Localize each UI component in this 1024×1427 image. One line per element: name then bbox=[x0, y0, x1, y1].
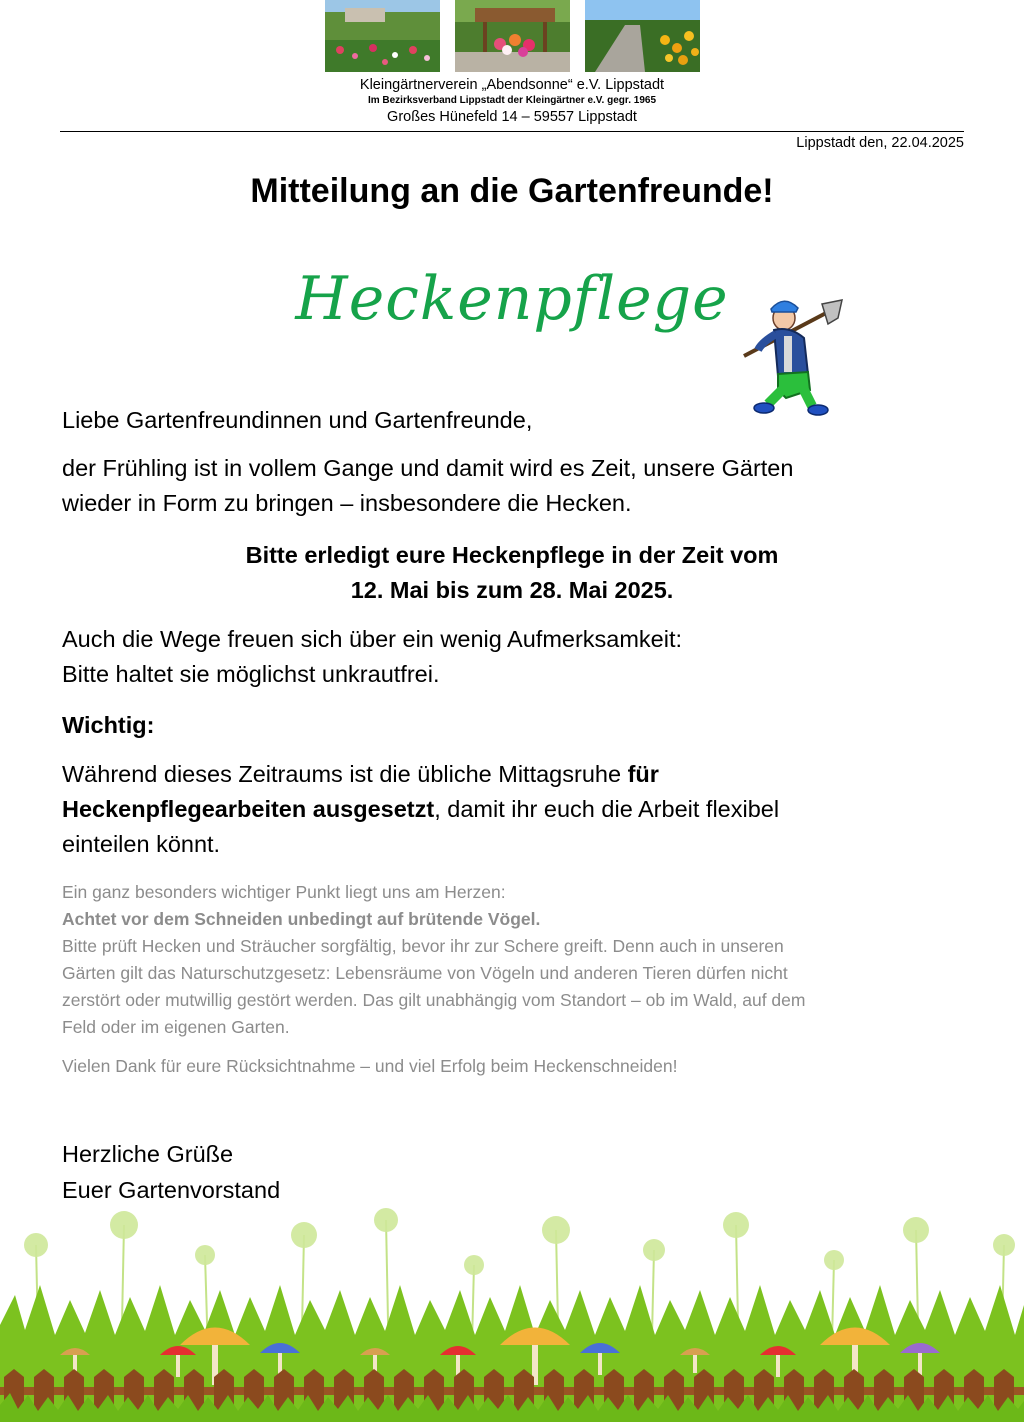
garden-photo-flowers bbox=[325, 0, 440, 72]
rest-bold: für bbox=[627, 761, 659, 787]
garden-border-illustration bbox=[0, 1205, 1024, 1422]
important-label: Wichtig: bbox=[62, 712, 155, 738]
intro-paragraph bbox=[62, 451, 942, 521]
notice-line: Gärten gilt das Naturschutzgesetz: Lebensräume von Vögeln und anderen Tieren dürfen nicht bbox=[62, 963, 788, 983]
paths-paragraph bbox=[62, 622, 942, 692]
notice-line: Bitte prüft Hecken und Sträucher sorgfältig, bevor ihr zur Schere greift. Denn auch in unseren bbox=[62, 936, 784, 956]
notice-line: zerstört oder mutwillig gestört werden. Das gilt unabhängig vom Standort – ob im Wald, auf dem bbox=[62, 990, 806, 1010]
deadline-line: Bitte erledigt eure Heckenpflege in der Zeit vom bbox=[245, 542, 779, 568]
header-divider bbox=[60, 131, 964, 132]
page-title: Heckenpflege bbox=[295, 264, 729, 334]
org-address: Großes Hünefeld 14 – 59557 Lippstadt bbox=[387, 109, 637, 125]
letterhead bbox=[0, 76, 1024, 126]
paths-line: Bitte haltet sie möglichst unkrautfrei. bbox=[62, 661, 440, 687]
rest-text: Während dieses Zeitraums ist die übliche Mittagsruhe bbox=[62, 761, 628, 787]
notice-line: Ein ganz besonders wichtiger Punkt liegt uns am Herzen: bbox=[62, 882, 506, 902]
org-subtitle: Im Bezirksverband Lippstadt der Kleingärtner e.V. gegr. 1965 bbox=[367, 95, 657, 106]
greeting: Liebe Gartenfreundinnen und Gartenfreunde, bbox=[62, 407, 533, 433]
headline: Mitteilung an die Gartenfreunde! bbox=[250, 172, 774, 210]
closing-greeting: Herzliche Grüße bbox=[62, 1141, 234, 1167]
garden-photo-path bbox=[585, 0, 700, 72]
intro-line: wieder in Form zu bringen – insbesondere die Hecken. bbox=[62, 490, 632, 516]
rest-line: einteilen könnt. bbox=[62, 831, 221, 857]
header-photo-strip bbox=[325, 0, 700, 72]
paths-line: Auch die Wege freuen sich über ein wenig Aufmerksamkeit: bbox=[62, 626, 683, 652]
notice-emphasis: Achtet vor dem Schneiden unbedingt auf brütende Vögel. bbox=[62, 909, 541, 929]
gardener-clipart bbox=[738, 294, 846, 420]
letter-date: Lippstadt den, 22.04.2025 bbox=[796, 135, 964, 151]
bird-notice bbox=[62, 879, 962, 1041]
thanks-line: Vielen Dank für eure Rücksichtnahme – und viel Erfolg beim Heckenschneiden! bbox=[62, 1056, 678, 1076]
intro-line: der Frühling ist in vollem Gange und damit wird es Zeit, unsere Gärten bbox=[62, 455, 794, 481]
midday-rest-paragraph bbox=[62, 757, 942, 862]
rest-line bbox=[62, 757, 942, 792]
rest-bold: Heckenpflegearbeiten ausgesetzt bbox=[62, 796, 435, 822]
org-name: Kleingärtnerverein „Abendsonne“ e.V. Lippstadt bbox=[359, 77, 665, 93]
signature: Euer Gartenvorstand bbox=[62, 1177, 281, 1203]
rest-line bbox=[62, 792, 942, 827]
garden-photo-sign bbox=[455, 0, 570, 72]
deadline-dates: 12. Mai bis zum 28. Mai 2025. bbox=[350, 577, 674, 603]
closing bbox=[62, 1136, 280, 1208]
deadline-notice bbox=[0, 538, 1024, 608]
notice-line: Feld oder im eigenen Garten. bbox=[62, 1017, 290, 1037]
rest-text: , damit ihr euch die Arbeit flexibel bbox=[434, 796, 780, 822]
